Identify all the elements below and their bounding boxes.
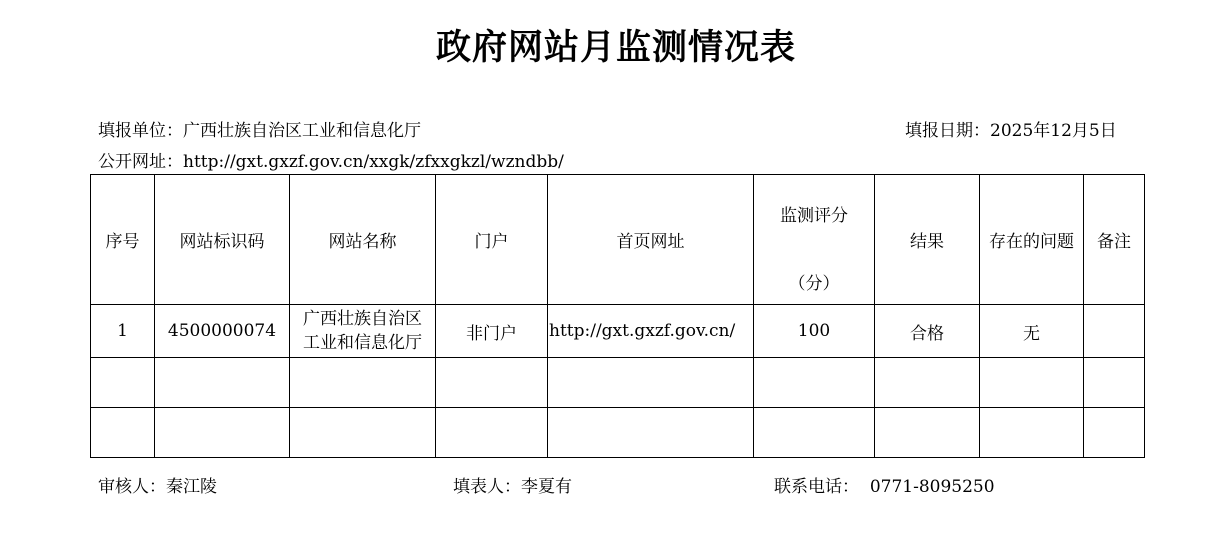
form-filler [453, 472, 572, 497]
empty-cell [1084, 358, 1145, 408]
empty-cell [155, 358, 290, 408]
header-issues: 存在的问题 [980, 175, 1084, 305]
empty-cell [290, 408, 436, 458]
filler-value: 李夏有 [521, 477, 572, 497]
filling-date-value: 2025年12月5日 [990, 121, 1117, 141]
cell-homepage[interactable]: http://gxt.gxzf.gov.cn/ [548, 305, 754, 358]
header-result: 结果 [875, 175, 980, 305]
header-site-name: 网站名称 [290, 175, 436, 305]
public-url-value[interactable]: http://gxt.gxzf.gov.cn/xxgk/zfxxgkzl/wzndbb/ [183, 152, 564, 172]
cell-seq: 1 [91, 305, 155, 358]
empty-cell [548, 408, 754, 458]
cell-score: 100 [754, 305, 875, 358]
cell-site-name-line1: 广西壮族自治区 [303, 309, 422, 329]
empty-cell [91, 408, 155, 458]
empty-cell [754, 358, 875, 408]
cell-site-name-line2: 工业和信息化厅 [303, 333, 422, 353]
empty-cell [875, 408, 980, 458]
empty-cell [875, 358, 980, 408]
monitoring-table [90, 174, 1145, 458]
empty-cell [980, 408, 1084, 458]
filling-date-label: 填报日期： [905, 121, 990, 141]
public-url-label: 公开网址： [98, 152, 183, 172]
header-seq: 序号 [91, 175, 155, 305]
table-row [91, 305, 1145, 358]
phone-label: 联系电话： [774, 477, 859, 497]
table-row-empty [91, 408, 1145, 458]
empty-cell [155, 408, 290, 458]
empty-cell [980, 358, 1084, 408]
reviewer [98, 472, 217, 497]
header-site-id: 网站标识码 [155, 175, 290, 305]
empty-cell [1084, 408, 1145, 458]
filling-date [905, 116, 1117, 141]
page-title: 政府网站月监测情况表 [435, 27, 796, 68]
contact-phone [774, 472, 995, 497]
filling-unit-value: 广西壮族自治区工业和信息化厅 [183, 121, 421, 141]
header-portal: 门户 [436, 175, 548, 305]
reviewer-label: 审核人： [98, 477, 166, 497]
table-header-row [91, 175, 1145, 305]
header-notes: 备注 [1084, 175, 1145, 305]
public-url [98, 147, 564, 172]
empty-cell [754, 408, 875, 458]
cell-notes [1084, 305, 1145, 358]
reviewer-value: 秦江陵 [166, 477, 217, 497]
empty-cell [548, 358, 754, 408]
filler-label: 填表人： [453, 477, 521, 497]
header-score-line1: 监测评分 [780, 206, 848, 226]
filling-unit-label: 填报单位： [98, 121, 183, 141]
header-homepage: 首页网址 [548, 175, 754, 305]
header-score [754, 175, 875, 305]
cell-portal: 非门户 [436, 305, 548, 358]
cell-result: 合格 [875, 305, 980, 358]
empty-cell [436, 408, 548, 458]
empty-cell [436, 358, 548, 408]
cell-site-id: 4500000074 [155, 305, 290, 358]
empty-cell [91, 358, 155, 408]
header-score-line2: （分） [788, 274, 840, 294]
empty-cell [290, 358, 436, 408]
filling-unit [98, 116, 421, 141]
cell-site-name [290, 305, 436, 358]
phone-value: 0771-8095250 [869, 477, 995, 497]
table-row-empty [91, 358, 1145, 408]
cell-issues: 无 [980, 305, 1084, 358]
